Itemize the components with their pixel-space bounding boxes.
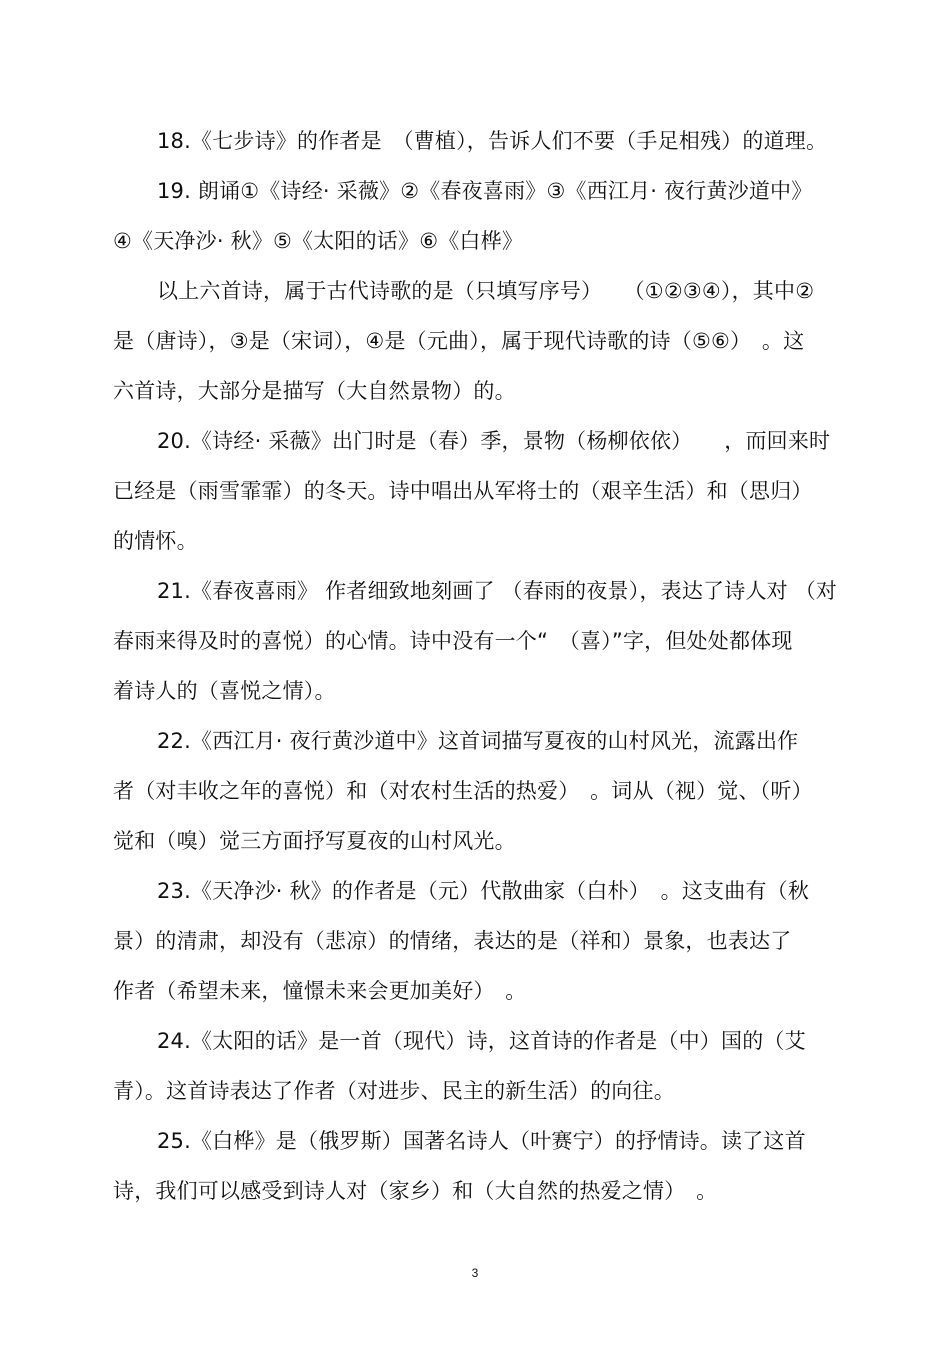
text-line-q20: 20.《诗经· 采薇》出门时是（春）季，景物（杨柳依依） ，而回来时 [157, 429, 831, 453]
text-line: 是（唐诗），③是（宋词），④是（元曲），属于现代诗歌的诗（⑤⑥） 。这 [113, 329, 805, 353]
text-line-q24: 24.《太阳的话》是一首（现代）诗，这首诗的作者是（中）国的（艾 [157, 1029, 806, 1053]
text-line: 春雨来得及时的喜悦）的心情。诗中没有一个“ （喜）”字，但处处都体现 [113, 629, 793, 653]
text-line-q25: 25.《白桦》是（俄罗斯）国著名诗人（叶赛宁）的抒情诗。读了这首 [157, 1129, 806, 1153]
text-line: 青）。这首诗表达了作者（对进步、民主的新生活）的向往。 [113, 1079, 675, 1103]
text-line-q23: 23.《天净沙· 秋》的作者是（元）代散曲家（白朴） 。这支曲有（秋 [157, 879, 810, 903]
text-line: 的情怀。 [113, 529, 198, 553]
text-line-q21: 21.《春夜喜雨》 作者细致地刻画了 （春雨的夜景），表达了诗人对 （对 [157, 579, 838, 603]
text-line: 已经是（雨雪霏霏）的冬天。诗中唱出从军将士的（艰辛生活）和（思归） [113, 479, 813, 503]
page-number: 3 [471, 1266, 479, 1280]
text-line: 觉和（嗅）觉三方面抒写夏夜的山村风光。 [113, 829, 516, 853]
text-line: 六首诗，大部分是描写（大自然景物）的。 [113, 379, 516, 403]
text-line: 诗，我们可以感受到诗人对（家乡）和（大自然的热爱之情） 。 [113, 1179, 718, 1203]
text-line-q19: 19. 朗诵①《诗经· 采薇》②《春夜喜雨》③《西江月· 夜行黄沙道中》 [157, 179, 813, 203]
text-line-q18: 18.《七步诗》的作者是 （曹植），告诉人们不要（手足相残）的道理。 [157, 129, 828, 153]
text-line: 着诗人的（喜悦之情）。 [113, 679, 336, 703]
text-line: 以上六首诗，属于古代诗歌的是（只填写序号） （①②③④），其中② [157, 279, 815, 303]
text-line-q22: 22.《西江月· 夜行黄沙道中》这首词描写夏夜的山村风光，流露出作 [157, 729, 799, 753]
text-line: ④《天净沙· 秋》⑤《太阳的话》⑥《白桦》 [113, 229, 524, 253]
text-line: 景）的清肃，却没有（悲凉）的情绪，表达的是（祥和）景象，也表达了 [113, 929, 792, 953]
text-line: 作者（希望未来，憧憬未来会更加美好） 。 [113, 979, 527, 1003]
text-line: 者（对丰收之年的喜悦）和（对农村生活的热爱） 。词从（视）觉、（听） [113, 779, 813, 803]
